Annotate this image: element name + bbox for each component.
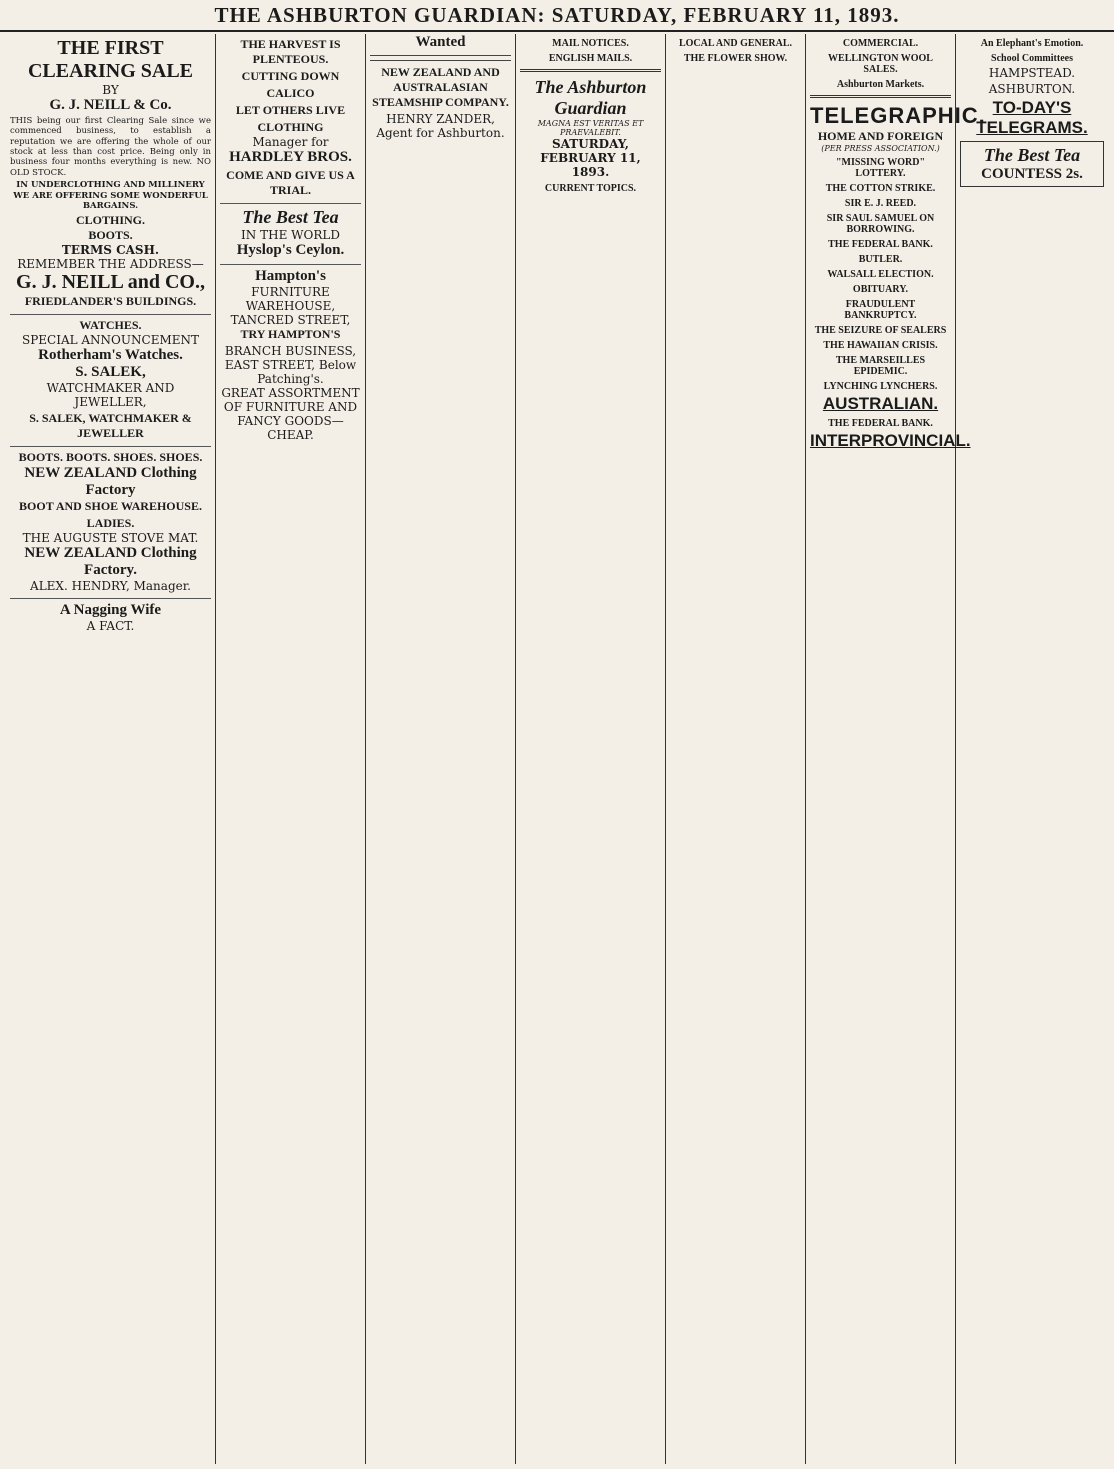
english-mails: ENGLISH MAILS. bbox=[548, 53, 633, 64]
great-assortment: GREAT ASSORTMENT OF FURNITURE AND FANCY GOODS—CHEAP. bbox=[221, 386, 360, 442]
boots-shoes: BOOTS. BOOTS. SHOES. SHOES. bbox=[18, 450, 203, 465]
home-foreign: HOME AND FOREIGN bbox=[817, 129, 944, 143]
firm-big: G. J. NEILL and CO., bbox=[16, 271, 205, 294]
clearing-sale-ad bbox=[10, 34, 211, 315]
remember: REMEMBER THE ADDRESS— bbox=[17, 257, 204, 272]
nz-factory: NEW ZEALAND Clothing Factory. bbox=[24, 545, 197, 579]
interprovincial: INTERPROVINCIAL. bbox=[810, 431, 971, 450]
harvest-ad bbox=[220, 34, 361, 204]
auguste: THE AUGUSTE STOVE MAT. bbox=[22, 531, 199, 546]
cutting: CUTTING DOWN bbox=[241, 69, 340, 83]
school: School Committees bbox=[991, 53, 1073, 64]
mail-notices: MAIL NOTICES. bbox=[552, 38, 629, 49]
column-7 bbox=[956, 34, 1108, 1464]
steamship: NEW ZEALAND AND AUSTRALASIAN STEAMSHIP COMPANY. bbox=[372, 65, 509, 109]
hawaiian: THE HAWAIIAN CRISIS. bbox=[823, 340, 938, 351]
hamptons-ad bbox=[220, 265, 361, 447]
clothing-heading: CLOTHING. bbox=[75, 213, 145, 228]
tea-ad-2 bbox=[960, 141, 1104, 187]
salek-trade: WATCHMAKER AND JEWELLER, bbox=[46, 381, 175, 410]
harvest: THE HARVEST IS PLENTEOUS. bbox=[240, 37, 341, 66]
countess: COUNTESS 2s. bbox=[981, 166, 1083, 182]
branch: BRANCH BUSINESS, EAST STREET, Below Patching's. bbox=[224, 344, 357, 386]
fed-bank: THE FEDERAL BANK. bbox=[828, 418, 933, 429]
agent: HENRY ZANDER, Agent for Ashburton. bbox=[376, 112, 505, 140]
tea-ad bbox=[220, 204, 361, 265]
fact: A FACT. bbox=[86, 619, 135, 634]
sale-by: BY bbox=[102, 83, 119, 97]
guardian-title: The Ashburton Guardian bbox=[534, 77, 647, 118]
cotton-strike: THE COTTON STRIKE. bbox=[825, 183, 936, 194]
boot-shoe: BOOT AND SHOE WAREHOUSE. bbox=[19, 499, 202, 514]
nz-clothing: NEW ZEALAND Clothing Factory bbox=[24, 465, 197, 499]
wanted: Wanted bbox=[415, 34, 466, 50]
divider bbox=[370, 55, 511, 56]
manager-for: Manager for bbox=[252, 135, 329, 149]
australian: AUSTRALIAN. bbox=[822, 394, 939, 413]
salek-footer: S. SALEK, WATCHMAKER & JEWELLER bbox=[29, 411, 192, 441]
hyslop: Hyslop's Ceylon. bbox=[236, 242, 345, 258]
marseilles: THE MARSEILLES EPIDEMIC. bbox=[835, 355, 926, 377]
todays-telegrams: TO-DAY'S TELEGRAMS. bbox=[976, 98, 1088, 137]
flower-show: THE FLOWER SHOW. bbox=[683, 53, 788, 64]
walsall: WALSALL ELECTION. bbox=[827, 269, 934, 280]
fraud: FRAUDULENT BANKRUPTCY. bbox=[844, 299, 917, 321]
sale-title: THE FIRST CLEARING SALE bbox=[27, 37, 194, 82]
federal: THE FEDERAL BANK. bbox=[828, 239, 933, 250]
reed: SIR E. J. REED. bbox=[844, 198, 917, 209]
let-others: LET OTHERS LIVE bbox=[235, 103, 346, 117]
buildings: FRIEDLANDER'S BUILDINGS. bbox=[24, 294, 197, 309]
masthead bbox=[0, 0, 1114, 32]
obituary: OBITUARY. bbox=[852, 284, 909, 295]
calico: CALICO bbox=[266, 86, 315, 100]
watches-heading: WATCHES. bbox=[79, 318, 142, 333]
special-announcement: SPECIAL ANNOUNCEMENT bbox=[21, 333, 200, 348]
column-1 bbox=[6, 34, 216, 1464]
local-general: LOCAL AND GENERAL. bbox=[678, 38, 793, 49]
column-2 bbox=[216, 34, 366, 1464]
best-tea: The Best Tea bbox=[242, 207, 339, 227]
newspaper-title: THE ASHBURTON GUARDIAN: SATURDAY, FEBRUARY 11, 1893. bbox=[214, 2, 900, 27]
boots-heading: BOOTS. bbox=[88, 228, 133, 243]
come-trial: COME AND GIVE US A TRIAL. bbox=[226, 168, 355, 197]
newspaper-columns bbox=[6, 34, 1108, 1464]
issue-date: SATURDAY, FEBRUARY 11, 1893. bbox=[540, 137, 641, 179]
commercial: COMMERCIAL. bbox=[842, 38, 919, 49]
elephant: An Elephant's Emotion. bbox=[980, 38, 1084, 49]
rotherham: Rotherham's Watches. bbox=[38, 347, 183, 364]
clothing: CLOTHING bbox=[257, 120, 324, 134]
butler: BUTLER. bbox=[858, 254, 903, 265]
column-3 bbox=[366, 34, 516, 1464]
column-5 bbox=[666, 34, 806, 1464]
nagging: A Nagging Wife bbox=[59, 602, 162, 619]
try-hamptons: TRY HAMPTON'S bbox=[240, 327, 341, 341]
sealers: THE SEIZURE OF SEALERS bbox=[814, 325, 947, 336]
missing-word: "MISSING WORD" LOTTERY. bbox=[836, 157, 925, 179]
boots-shoes-ad bbox=[10, 447, 211, 599]
samuel: SIR SAUL SAMUEL ON BORROWING. bbox=[826, 213, 935, 235]
divider bbox=[370, 60, 511, 61]
salek: S. SALEK, bbox=[75, 364, 146, 381]
current-topics: CURRENT TOPICS. bbox=[544, 183, 637, 194]
column-6 bbox=[806, 34, 986, 1464]
lynching: LYNCHING LYNCHERS. bbox=[823, 381, 938, 392]
motto: MAGNA EST VERITAS ET PRAEVALEBIT. bbox=[537, 119, 644, 137]
sale-firm: G. J. NEILL & Co. bbox=[49, 97, 172, 113]
nagging-wife-ad bbox=[10, 599, 211, 640]
hardley: HARDLEY BROS. bbox=[229, 149, 352, 165]
furniture: FURNITURE WAREHOUSE, bbox=[245, 285, 336, 313]
ladies: LADIES. bbox=[86, 516, 135, 531]
terms: TERMS CASH. bbox=[61, 243, 160, 258]
telegraphic: TELEGRAPHIC. bbox=[810, 103, 986, 128]
ashburton: ASHBURTON. bbox=[988, 82, 1076, 96]
in-world: IN THE WORLD bbox=[241, 228, 340, 242]
press-association: (PER PRESS ASSOCIATION.) bbox=[821, 144, 940, 153]
column-4 bbox=[516, 34, 666, 1464]
sale-intro: THIS being our first Clearing Sale since we commenced business, to establish a reputation we are offering the whole of our stock at less than cost price. Being only in business four months everything is new. NO OLD STOCK. bbox=[10, 116, 211, 178]
watches-ad bbox=[10, 315, 211, 447]
divider bbox=[810, 95, 951, 98]
hamptons: Hampton's bbox=[255, 268, 326, 284]
tancred: TANCRED STREET, bbox=[230, 313, 351, 327]
sale-line: IN UNDERCLOTHING AND MILLINERY WE ARE OFFERING SOME WONDERFUL BARGAINS. bbox=[13, 180, 208, 211]
wool-sales: WELLINGTON WOOL SALES. bbox=[828, 53, 933, 75]
best-tea-2: The Best Tea bbox=[983, 145, 1081, 165]
manager: ALEX. HENDRY, Manager. bbox=[30, 579, 191, 594]
divider bbox=[520, 69, 661, 72]
markets: Ashburton Markets. bbox=[836, 79, 925, 90]
hampstead: HAMPSTEAD. bbox=[988, 66, 1076, 80]
